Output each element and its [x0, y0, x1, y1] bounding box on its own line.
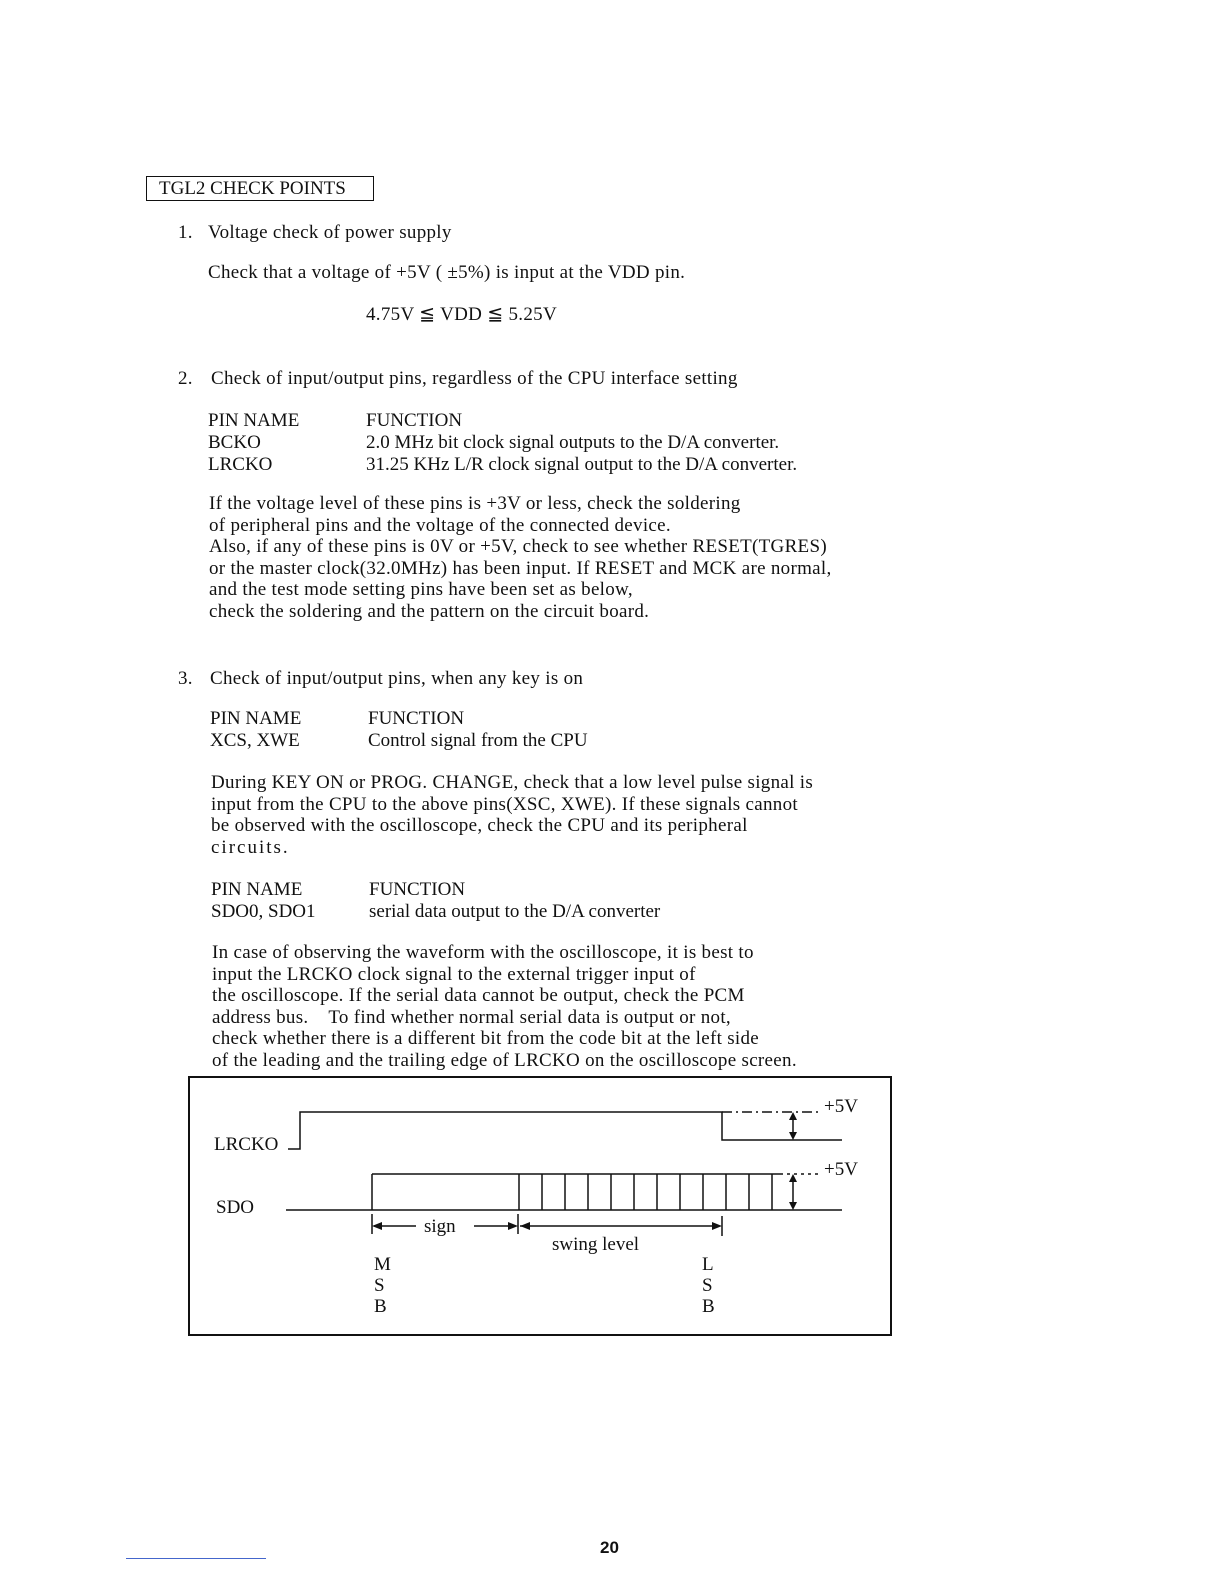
voltage-label-bottom: +5V [824, 1159, 858, 1180]
msb-letter-b: B [374, 1296, 387, 1317]
section1-text: Check that a voltage of +5V ( ±5%) is input at the VDD pin. [208, 262, 686, 283]
lrcko-waveform [288, 1112, 842, 1149]
timing-diagram [188, 1076, 892, 1336]
paragraph-line: If the voltage level of these pins is +3V or less, check the soldering [209, 493, 741, 514]
table-row [210, 730, 588, 752]
pin-name-header: PIN NAME [208, 410, 300, 431]
table-header [210, 708, 588, 730]
section2-paragraph [209, 493, 832, 623]
sdo-bit-boundaries [372, 1174, 772, 1210]
paragraph-line: During KEY ON or PROG. CHANGE, check that a low level pulse signal is [211, 772, 814, 793]
section3-title: Check of input/output pins, when any key is on [210, 668, 584, 689]
swing-level-label: swing level [552, 1234, 640, 1255]
table-row [208, 454, 797, 476]
section2-number: 2. [178, 368, 193, 389]
section3-paragraph-2 [212, 942, 797, 1072]
pin-name-header: PIN NAME [210, 708, 302, 729]
paragraph-line: check the soldering and the pattern on the circuit board. [209, 600, 650, 622]
msb-letter-s: S [374, 1275, 385, 1296]
lsb-letter-s: S [702, 1275, 713, 1296]
voltage-formula: 4.75V ≦ VDD ≦ 5.25V [366, 304, 557, 325]
paragraph-line: input from the CPU to the above pins(XSC, XWE). If these signals cannot [211, 793, 798, 815]
function-header: FUNCTION [366, 410, 463, 431]
paragraph-line: circuits. [211, 836, 290, 858]
function-cell: 31.25 KHz L/R clock signal output to the D/A converter. [366, 454, 798, 475]
page-number: 20 [600, 1538, 619, 1557]
table-row [208, 432, 797, 454]
paragraph-line: be observed with the oscilloscope, check the CPU and its peripheral [211, 815, 748, 837]
section3-number: 3. [178, 668, 193, 689]
function-cell: Control signal from the CPU [368, 730, 588, 751]
function-cell: 2.0 MHz bit clock signal outputs to the D/A converter. [366, 432, 780, 453]
section2-pin-table [208, 410, 797, 476]
paragraph-line: of peripheral pins and the voltage of the connected device. [209, 514, 671, 536]
voltage-label-top: +5V [824, 1096, 858, 1117]
pin-name-cell: LRCKO [208, 454, 273, 475]
pin-name-cell: XCS, XWE [210, 730, 300, 751]
paragraph-line: In case of observing the waveform with the oscilloscope, it is best to [212, 942, 754, 963]
section1-title: Voltage check of power supply [208, 222, 452, 243]
table-header [208, 410, 797, 432]
sdo-label: SDO [216, 1197, 255, 1218]
paragraph-line: and the test mode setting pins have been set as below, [209, 579, 633, 601]
section3-pin-table-2 [211, 879, 660, 923]
section-heading: TGL2 CHECK POINTS [146, 176, 374, 201]
section3-pin-table-1 [210, 708, 588, 752]
lsb-letter-b: B [702, 1296, 715, 1317]
pin-name-cell: BCKO [208, 432, 261, 453]
section1-number: 1. [178, 222, 193, 243]
table-header [211, 879, 660, 901]
paragraph-line: of the leading and the trailing edge of LRCKO on the oscilloscope screen. [212, 1049, 797, 1071]
section3-paragraph-1 [211, 772, 813, 858]
paragraph-line: address bus. To find whether normal serial data is output or not, [212, 1006, 731, 1028]
paragraph-line: the oscilloscope. If the serial data cannot be output, check the PCM [212, 985, 745, 1007]
footer-rule [126, 1558, 266, 1559]
function-header: FUNCTION [368, 708, 465, 729]
paragraph-line: check whether there is a different bit from the code bit at the left side [212, 1028, 760, 1050]
paragraph-line: or the master clock(32.0MHz) has been input. If RESET and MCK are normal, [209, 557, 832, 579]
paragraph-line: Also, if any of these pins is 0V or +5V, check to see whether RESET(TGRES) [209, 536, 827, 558]
function-header: FUNCTION [369, 879, 466, 900]
lsb-letter-l: L [702, 1254, 714, 1275]
pin-name-header: PIN NAME [211, 879, 303, 900]
section2-title: Check of input/output pins, regardless of the CPU interface setting [211, 368, 738, 389]
sign-label: sign [424, 1216, 456, 1237]
pin-name-cell: SDO0, SDO1 [211, 901, 316, 922]
msb-letter-m: M [374, 1254, 391, 1275]
table-row [211, 901, 660, 923]
function-cell: serial data output to the D/A converter [369, 901, 661, 922]
lrcko-label: LRCKO [214, 1134, 279, 1155]
paragraph-line: input the LRCKO clock signal to the external trigger input of [212, 963, 696, 985]
